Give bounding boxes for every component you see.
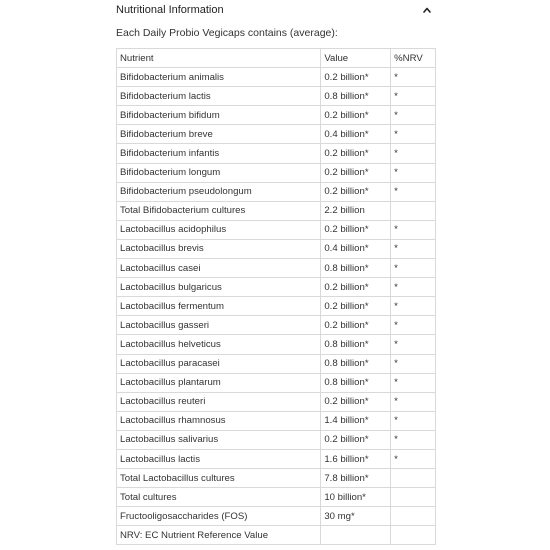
cell-value: 0.2 billion* [321, 182, 391, 201]
intro-text: Each Daily Probio Vegicaps contains (average): [116, 27, 338, 39]
cell-nrv: * [391, 354, 436, 373]
cell-nutrient: Lactobacillus bulgaricus [117, 278, 321, 297]
cell-value: 0.2 billion* [321, 316, 391, 335]
cell-nutrient: Lactobacillus plantarum [117, 373, 321, 392]
table-row [117, 220, 436, 239]
table-row [117, 201, 436, 220]
cell-nutrient: Total Lactobacillus cultures [117, 469, 321, 488]
cell-nrv: * [391, 297, 436, 316]
cell-nrv [391, 526, 436, 545]
cell-value: 0.8 billion* [321, 373, 391, 392]
cell-nutrient: Lactobacillus fermentum [117, 297, 321, 316]
cell-value: 0.2 billion* [321, 220, 391, 239]
cell-value: 0.4 billion* [321, 125, 391, 144]
cell-value: 0.4 billion* [321, 239, 391, 258]
cell-nutrient: Lactobacillus lactis [117, 449, 321, 468]
cell-nutrient: Bifidobacterium animalis [117, 68, 321, 87]
cell-nutrient: Lactobacillus acidophilus [117, 220, 321, 239]
cell-value: 0.2 billion* [321, 392, 391, 411]
cell-nrv: * [391, 125, 436, 144]
cell-value: 0.8 billion* [321, 87, 391, 106]
cell-nutrient: Bifidobacterium infantis [117, 144, 321, 163]
cell-value: 0.2 billion* [321, 297, 391, 316]
cell-nutrient: Bifidobacterium lactis [117, 87, 321, 106]
table-row [117, 449, 436, 468]
cell-nrv [391, 488, 436, 507]
table-row [117, 469, 436, 488]
cell-value: 0.2 billion* [321, 106, 391, 125]
cell-nrv: * [391, 163, 436, 182]
cell-nrv: * [391, 430, 436, 449]
table-row [117, 87, 436, 106]
table-row [117, 335, 436, 354]
table-body [117, 68, 436, 545]
cell-value: 0.2 billion* [321, 430, 391, 449]
cell-nutrient: NRV: EC Nutrient Reference Value [117, 526, 321, 545]
table-row [117, 125, 436, 144]
table-row [117, 239, 436, 258]
cell-value [321, 526, 391, 545]
table-row [117, 316, 436, 335]
cell-nrv: * [391, 373, 436, 392]
table-row [117, 430, 436, 449]
cell-nrv [391, 507, 436, 526]
cell-nutrient: Lactobacillus brevis [117, 239, 321, 258]
table-row [117, 163, 436, 182]
table-row [117, 259, 436, 278]
cell-value: 0.2 billion* [321, 163, 391, 182]
table-row [117, 507, 436, 526]
table-row [117, 182, 436, 201]
header-value: Value [321, 49, 391, 68]
accordion-header[interactable] [116, 0, 436, 20]
header-nrv: %NRV [391, 49, 436, 68]
cell-value: 1.4 billion* [321, 411, 391, 430]
cell-value: 0.8 billion* [321, 259, 391, 278]
table-row [117, 144, 436, 163]
cell-nrv: * [391, 278, 436, 297]
cell-nutrient: Bifidobacterium bifidum [117, 106, 321, 125]
cell-nutrient: Lactobacillus reuteri [117, 392, 321, 411]
cell-value: 0.2 billion* [321, 278, 391, 297]
cell-value: 0.8 billion* [321, 354, 391, 373]
table-row [117, 68, 436, 87]
cell-value: 7.8 billion* [321, 469, 391, 488]
cell-nrv [391, 201, 436, 220]
cell-value: 2.2 billion [321, 201, 391, 220]
cell-nutrient: Lactobacillus rhamnosus [117, 411, 321, 430]
cell-nrv: * [391, 316, 436, 335]
cell-value: 1.6 billion* [321, 449, 391, 468]
cell-nutrient: Fructooligosaccharides (FOS) [117, 507, 321, 526]
table-row [117, 411, 436, 430]
table-row [117, 373, 436, 392]
cell-value: 0.2 billion* [321, 144, 391, 163]
cell-nrv: * [391, 335, 436, 354]
cell-nutrient: Lactobacillus casei [117, 259, 321, 278]
cell-nutrient: Lactobacillus paracasei [117, 354, 321, 373]
cell-nrv: * [391, 411, 436, 430]
cell-nrv: * [391, 68, 436, 87]
cell-nrv: * [391, 239, 436, 258]
header-nutrient: Nutrient [117, 49, 321, 68]
cell-nutrient: Total Bifidobacterium cultures [117, 201, 321, 220]
cell-nrv: * [391, 220, 436, 239]
chevron-up-icon[interactable] [422, 5, 432, 15]
cell-nrv [391, 469, 436, 488]
cell-nutrient: Total cultures [117, 488, 321, 507]
cell-nutrient: Bifidobacterium breve [117, 125, 321, 144]
cell-nrv: * [391, 259, 436, 278]
cell-value: 10 billion* [321, 488, 391, 507]
table-row [117, 106, 436, 125]
cell-nutrient: Bifidobacterium longum [117, 163, 321, 182]
cell-value: 0.2 billion* [321, 68, 391, 87]
table-row [117, 278, 436, 297]
cell-nutrient: Lactobacillus salivarius [117, 430, 321, 449]
cell-nrv: * [391, 87, 436, 106]
section-title: Nutritional Information [116, 4, 224, 16]
table-row [117, 392, 436, 411]
table-row [117, 526, 436, 545]
cell-nrv: * [391, 182, 436, 201]
cell-nrv: * [391, 144, 436, 163]
cell-nrv: * [391, 449, 436, 468]
cell-value: 0.8 billion* [321, 335, 391, 354]
cell-nrv: * [391, 392, 436, 411]
nutritional-information-panel [116, 0, 436, 545]
table-row [117, 354, 436, 373]
cell-nutrient: Bifidobacterium pseudolongum [117, 182, 321, 201]
cell-nutrient: Lactobacillus helveticus [117, 335, 321, 354]
table-row [117, 488, 436, 507]
table-row [117, 297, 436, 316]
cell-nutrient: Lactobacillus gasseri [117, 316, 321, 335]
table-header-row [117, 49, 436, 68]
cell-value: 30 mg* [321, 507, 391, 526]
nutrition-table [116, 48, 436, 545]
cell-nrv: * [391, 106, 436, 125]
